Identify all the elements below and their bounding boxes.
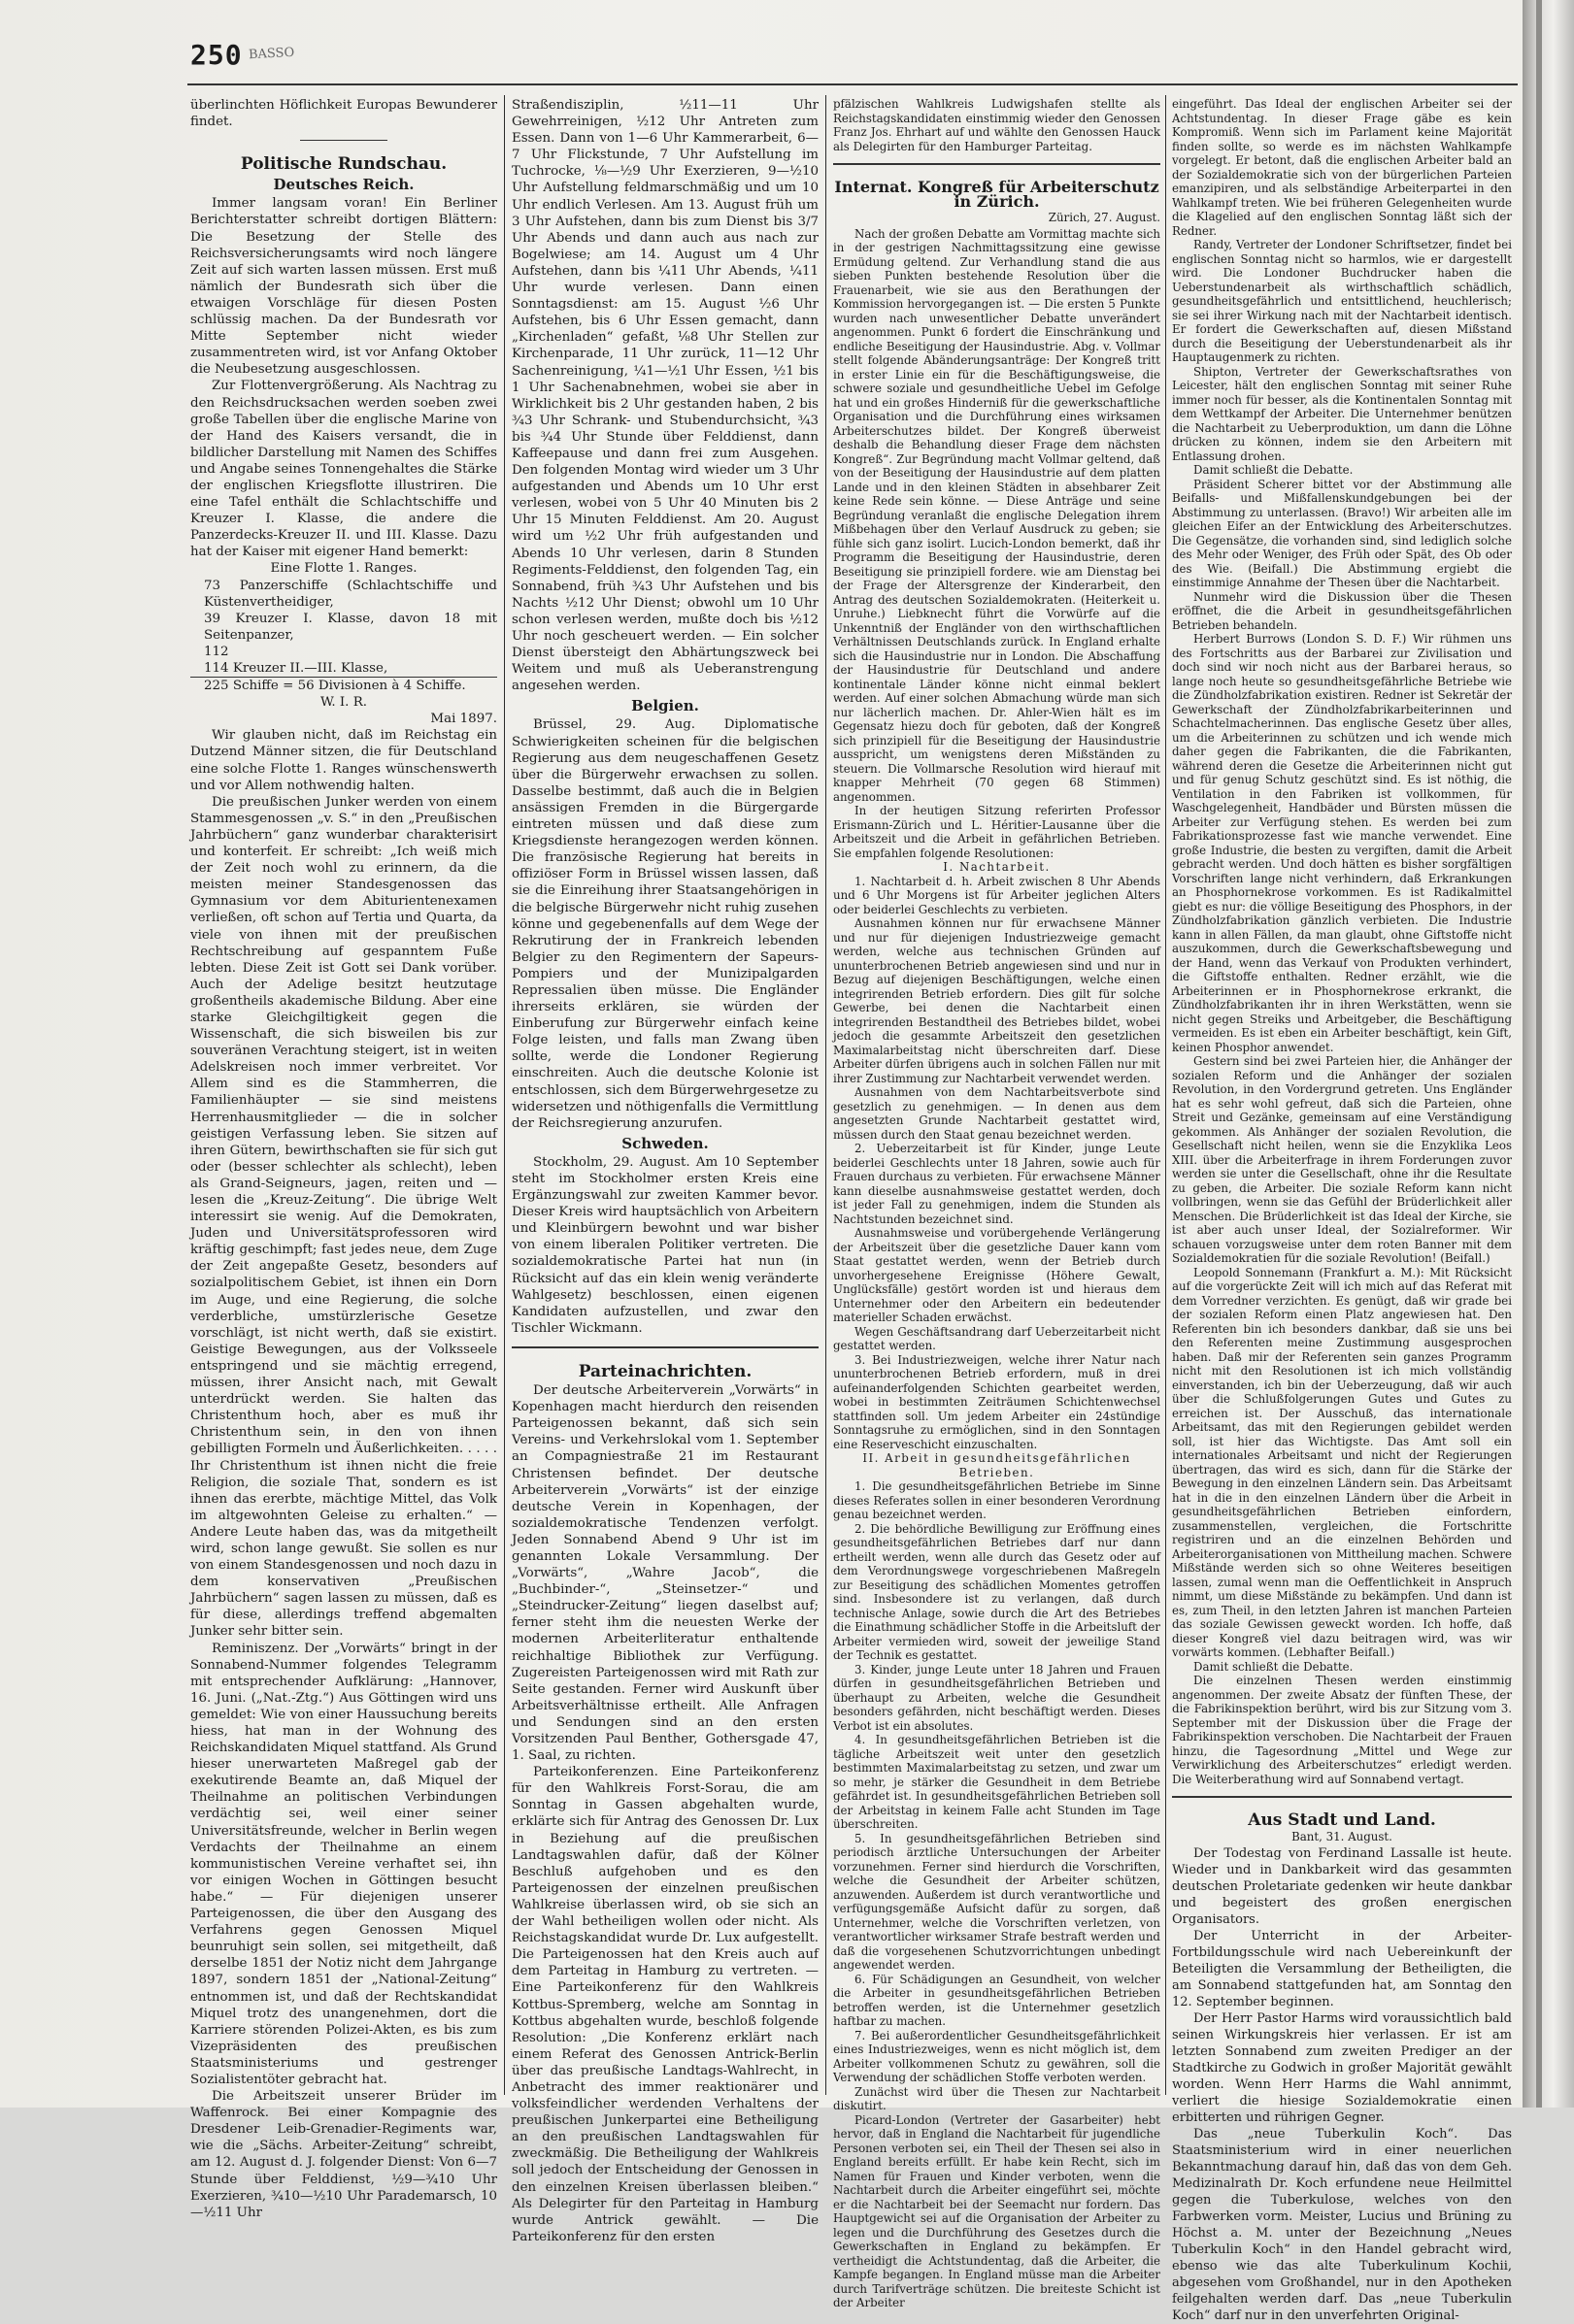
paragraph: Der Herr Pastor Harms wird voraussichtlich bald seinen Wirkungskreis hier verlassen. Er ist am letzten Sonnabend zum zweiten Prediger an der Stadtkirche zu Godwich in großer Majorität gewählt worden. Wenn Herr Harms die Wahl annimmt, verliert die hiesige Sozialdemokratie einen erbitterten und rührigen Gegner. xyxy=(1172,2011,1512,2125)
paragraph: überlinchten Höflichkeit Europas Bewunderer findet. xyxy=(190,98,497,130)
header-rule xyxy=(187,83,1518,85)
paragraph: pfälzischen Wahlkreis Ludwigshafen stellte als Reichstagskandidaten einstimmig wieder den Genossen Franz Jos. Ehrhart auf und wählte den Genossen Hauck als Delegirten für den Hamburger Parteitag. xyxy=(833,97,1160,153)
book-binding xyxy=(1523,0,1574,2108)
paragraph: Das „neue Tuberkulin Koch“. Das Staatsministerium wird in einer neuerlichen Bekanntmachung darauf hin, daß das von dem Geh. Medizinalrath Dr. Koch erfundene neue Heilmittel gegen die Tuberkulose, welches von den Farbwerken vorm. Meister, Lucius und Brüning zu Höchst a. M. unter der Bezeichnung „Neues Tuberkulin Koch“ in den Handel gebracht wird, ebenso wie das alte Tuberkulinum Kochii, abgesehen vom Großhandel, nur in den Apotheken feilgehalten werden darf. Das „neue Tuberkulin Koch“ darf nur in den unverfehrten Original- xyxy=(1172,2127,1512,2323)
resolution-heading: I. Nachtarbeit. xyxy=(943,860,1051,874)
resolution-heading: II. Arbeit in gesundheitsgefährlichen Betrieben. xyxy=(862,1451,1131,1479)
table-line: 39 Kreuzer I. Klasse, davon 18 mit Seitenpanzer, xyxy=(204,611,497,643)
paragraph: Shipton, Vertreter der Gewerkschaftsrathes von Leicester, hält den englischen Sonntag mit seiner Ruhe immer noch für besser, als die Kontinentalen Sonntag mit dem Wettkampf der Arbeiter. Die Unternehmer benützen die Nachtarbeit zu Ueberproduktion, um dann die Löhne drücken zu können, indem sie den Arbeitern mit Entlassung drohen. xyxy=(1172,364,1512,463)
paragraph: Wir glauben nicht, daß im Reichstag ein Dutzend Männer sitzen, die für Deutschland eine solche Flotte 1. Ranges wünschenswerth und vor Allem nothwendig halten. xyxy=(190,728,497,793)
separator xyxy=(512,1346,819,1348)
column-4 xyxy=(1172,97,1512,2323)
paragraph: Reminiszenz. Der „Vorwärts“ bringt in der Sonnabend-Nummer folgendes Telegramm mit entsprechender Aufklärung: „Hannover, 16. Juni. („Nat.-Ztg.“) Aus Göttingen wird uns gemeldet: Wie von einer Haussuchung bereits hiess, hat man in der Wohnung des Reichskandidaten Miquel stattfand. Als Grund hieser unerwarteten Maßregel gab der exekutirende Beamte an, daß Miquel der Theilnahme an politischen Verbindungen verdächtig sei, weil einer seiner Universitätsfreunde, welcher in Berlin wegen Verdachts der Theilnahme an einem kommunistischen Vereine verhaftet sei, ihn vor einigen Wochen in Göttingen besucht habe.“ — Für diejenigen unserer Parteigenossen, die über den Ausgang des Verfahrens gegen Genossen Miquel beunruhigt sein sollen, sei mitgetheilt, daß derselbe 1851 der Notiz nicht dem Jahrgange 1897, sondern 1851 der „National-Zeitung“ entnommen ist, und daß der Rechtskandidat Miquel trotz des unangenehmen, dort die Karriere störenden Polizei-Akten, es bis zum Vizepräsidenten des preußischen Staatsministeriums und gestrenger Sozialistentöter gebracht hat. xyxy=(190,1641,497,2087)
paragraph: Damit schließt die Debatte. xyxy=(1193,463,1354,477)
binding-edge xyxy=(1536,0,1542,2108)
paragraph: Damit schließt die Debatte. xyxy=(1193,1659,1354,1674)
dateline: Bant, 31. August. xyxy=(1291,1829,1392,1843)
paragraph: Die Arbeitszeit unserer Brüder im Waffenrock. Bei einer Kompagnie des Dresdener Leib-Grenadier-Regiments war, wie die „Sächs. Arbeiter-Zeitung“ schreibt, am 12. August d. J. folgender Dienst: Von 6—7 Stunde über Felddienst, ½9—¾10 Uhr Exerzieren, ¾10—½10 Uhr Parademarsch, 10—½11 Uhr xyxy=(190,2089,497,2220)
table-line: 73 Panzerschiffe (Schlachtschiffe und Küstenvertheidiger, xyxy=(204,578,497,610)
paragraph: Ausnahmen von dem Nachtarbeitsverbote sind gesetzlich zu genehmigen. — In denen aus dem angesetzten Grunde Nachtarbeit gestattet wird, müssen durch den Staat genau bezeichnet werden. xyxy=(833,1085,1160,1142)
paragraph: 6. Für Schädigungen an Gesundheit, von welcher die Arbeiter in gesundheitsgefährlichen Betrieben betroffen werden, ist die Unternehmer gesetzlich haftbar zu machen. xyxy=(833,1972,1160,2028)
paragraph: 2. Ueberzeitarbeit ist für Kinder, junge Leute beiderlei Geschlechts unter 18 Jahren, sowie auch für Frauen durchaus zu verbieten. Für erwachsene Männer kann dieselbe ausnahmsweise gestattet werden, doch ist jeder Fall zu genehmigen, indem die Stunden als Nachtstunden bezeichnet sind. xyxy=(833,1142,1160,1226)
paragraph: 5. In gesundheitsgefährlichen Betrieben sind periodisch ärztliche Untersuchungen der Arbeiter vorzunehmen. Ferner sind hierdurch die Vorschriften, welche die Gesundheit der Arbeiter schützen, anzuwenden. Außerdem ist durch verantwortliche und verfügungsgemäße Aufsicht dafür zu sorgen, daß Unternehmer, welche die Vorschriften verletzen, von verantwortlicher wirksamer Strafe bestraft werden und daß die vorgesehenen Schutzvorrichtungen unbedingt angewendet werden. xyxy=(833,1831,1160,1972)
section-heading: Internat. Kongreß für Arbeiterschutz in Zürich. xyxy=(834,178,1159,211)
paragraph: 7. Bei außerordentlicher Gesundheitsgefährlichkeit eines Industriezweiges, wenn es nicht möglich ist, dem Arbeiter vollkommenen Schutz zu gewähren, soll die Verwendung der schädlichen Stoffe verboten werden. xyxy=(833,2028,1160,2084)
column-1 xyxy=(190,97,497,2220)
table-line: Eine Flotte 1. Ranges. xyxy=(270,561,418,577)
column-rule xyxy=(825,95,826,2095)
paragraph: Ausnahmen können nur für erwachsene Männer und nur für diejenigen Industriezweige gemacht werden, welche aus technischen Gründen auf ununterbrochenen Betrieb angewiesen sind und nur in Bezug auf diejenigen Beschäftigungen, welche einen integrirenden Betrieb erfordern. Dies gilt für solche Gewerbe, bei denen die Nachtarbeit einen integrirenden Bestandtheil des Betriebes bildet, wobei jedoch die gesammte Arbeitszeit den gesetzlichen Maximalarbeitstag nicht überschreiten darf. Diese Arbeiter dürfen übrigens auch in solchen Fällen nur mit ihrer Zustimmung zur Nachtarbeit verwendet werden. xyxy=(833,916,1160,1085)
paragraph: Ausnahmsweise und vorübergehende Verlängerung der Arbeitszeit über die gesetzliche Dauer kann vom Staat gestattet werden, wenn der Betrieb durch unvorhergesehene Ereignisse (Höhere Gewalt, Unglücksfälle) gestört worden ist und hieraus dem Unternehmer oder den Arbeitern ein bedeutender materieller Schaden erwächst. xyxy=(833,1226,1160,1324)
dateline: Zürich, 27. August. xyxy=(1048,211,1160,224)
paragraph: eingeführt. Das Ideal der englischen Arbeiter sei der Achtstundentag. In dieser Frage gäbe es kein Kompromiß. Wenn sich im Parlament keine Majorität finden sollte, so werde es im nächsten Wahlkampfe vorgelegt. Er betont, daß die englischen Arbeiter bald an der Sozialdemokratie sich von der bürgerlichen Parteien emanzipiren, und als selbständige Arbeiterpartei in den Wahlkampf treten. Wie bei früheren Gelegenheiten wurde die Klagelied auf den englischen Sonntag läßt sich der Redner. xyxy=(1172,97,1512,238)
section-heading: Politische Rundschau. xyxy=(240,154,448,175)
paragraph: Leopold Sonnemann (Frankfurt a. M.): Mit Rücksicht auf die vorgerückte Zeit will ich mich auf das Referat mit dem Vorredner verzichten. Es genügt, daß wir grade bei der sozialen Reform einen Platz angewiesen hat. Den Referenten bin ich besonders dankbar, daß sie uns bei den Referenten meine Zustimmung ausgesprochen haben. Daß mir der Referenten sein ganzes Programm nicht mit den Resolutionen ist ich mich vollständig einverstanden, ich bin der Ueberzeugung, daß wir auch über die Schlußfolgerungen Gutes und Gutes zu erreichen ist. Der Ausschuß, das internationale Arbeitsamt, das mit den Regierungen gebildet werden soll, ist hier das Wichtigste. Das Amt soll ein internationales Arbeitsamt und nicht der Regierungen übertragen, das wird es sich, dann für die Stärke der Bewegung in den einzelnen Ländern sein. Das Arbeitsamt hat in die in den einzelnen Ländern über die Arbeit in gesundheitsgefährlichen Betrieben einfordern, zusammenstellen, vergleichen, die Fortschritte registriren und an die einzelnen Behörden und Arbeiterorganisationen von Mittheilung machen. Schwere Mißstände werden sich so ohne Weiteres beseitigen lassen, zumal wenn man die Oeffentlichkeit in Anspruch nimmt, um diese Mißstände zu bekämpfen. Und dann ist es, zum Theil, in den letzten Jahren ist manchen Parteien das soziale Gewissen geweckt worden. Ich hoffe, daß dieser Kongreß viel dazu beitragen wird, was wir vorwärts kommen. (Lebhafter Beifall.) xyxy=(1172,1265,1512,1659)
paragraph: Immer langsam voran! Ein Berliner Berichterstatter schreibt dortigen Blättern: Die Besetzung der Stelle des Reichsversicherungsamts wird noch längere Zeit auf sich warten lassen müssen. Erst muß nämlich der Bundesrath sich über die etwaigen Vorschläge für diesen Posten schlüssig machen. Da der Bundesrath vor Mitte September nicht wieder zusammentreten wird, ist vor Anfang Oktober die Neubesetzung ausgeschlossen. xyxy=(190,196,497,378)
table-line: 112 xyxy=(204,644,229,659)
paragraph: Zur Flottenvergrößerung. Als Nachtrag zu den Reichsdrucksachen werden soeben zwei große Tabellen über die englische Marine von der Hand des Kaisers versandt, die in bildlicher Darstellung mit Namen des Schiffes und Angabe seines Tonnengehaltes die Stärke der englischen Kriegsflotte illustriren. Die eine Tafel enthält die Schlachtschiffe und Kreuzer I. Klasse, die andere die Panzerdecks-Kreuzer II. und III. Klasse. Dazu hat der Kaiser mit eigener Hand bemerkt: xyxy=(190,379,497,560)
paragraph: Wegen Geschäftsandrang darf Ueberzeitarbeit nicht gestattet werden. xyxy=(833,1324,1160,1352)
paragraph: In der heutigen Sitzung referirten Professor Erismann-Zürich und L. Héritier-Lausanne über die Arbeitszeit und die Arbeit in gefährlichen Betrieben. Sie empfahlen folgende Resolutionen: xyxy=(833,804,1160,860)
library-stamp: BASSO xyxy=(248,45,295,63)
paragraph: Stockholm, 29. August. Am 10 September steht im Stockholmer ersten Kreis eine Ergänzungswahl zur zweiten Kammer bevor. Dieser Kreis wird hauptsächlich von Arbeitern und Kleinbürgern bewohnt und war bisher von einem liberalen Politiker vertreten. Die sozialdemokratische Partei hat nun (in Rücksicht auf das ein klein wenig veränderte Wahlgesetz) beschlossen, einen eigenen Kandidaten aufzustellen, und zwar den Tischler Wickmann. xyxy=(512,1154,819,1336)
paragraph: Straßendisziplin, ½11—11 Uhr Gewehrreinigen, ½12 Uhr Antreten zum Essen. Dann von 1—6 Uhr Kammerarbeit, 6—7 Uhr Flickstunde, 7 Uhr Aufstellung im Tuchrocke, ⅛—½9 Uhr Exerzieren, 9—½10 Uhr Aufstellung feldmarschmäßig und um 10 Uhr endlich Verlesen. Am 13. August früh um 3 Uhr Aufstehen, dann bis zum Dienst bis 3/7 Uhr Abends und dann auch aus nach zur Bogelwiese; am 14. August um 4 Uhr Aufstehen, dann bis ¼11 Uhr Abends, ¼11 Uhr wurde verlesen. Dann einen Sonntagsdienst: am 15. August ½6 Uhr Aufstehen, bis 6 Uhr Essen gemacht, dann „Kirchenladen“ gefaßt, ⅛8 Uhr Stellen zur Kirchenparade, 11 Uhr zurück, 11—12 Uhr Sachenreinigung, ¼1—½1 Uhr Essen, ½1 bis 1 Uhr Sachenabnehmen, wobei sie aber in Wirklichkeit bis 2 Uhr gestanden haben, 2 bis ¾3 Uhr Schrank- und Stubendurchsicht, ¾3 bis ¾4 Uhr Stunde über Felddienst, dann Kaffeepause und dann frei zum Ausgehen. Den folgenden Montag wird wieder um 3 Uhr aufgestanden und Abends um 10 Uhr erst verlesen, wobei von 5 Uhr 40 Minuten bis 2 Uhr 15 Minuten Felddienst. Am 20. August wird um ½2 Uhr früh aufgestanden und Abends 10 Uhr verlesen, darin 8 Stunden Regiments-Felddienst, den folgenden Tag, ein Sonnabend, früh ¾3 Uhr Aufstehen und bis Nachts ½12 Uhr Dienst; obwohl um 10 Uhr schon verlesen werden, mußte doch bis ½12 Uhr noch gescheuert werden. — Ein solcher Dienst übersteigt den Abhärtungszweck bei Weitem und muß als Ueberanstrengung angesehen werden. xyxy=(512,98,819,694)
paragraph: Präsident Scherer bittet vor der Abstimmung alle Beifalls- und Mißfallenskundgebungen bei der Abstimmung zu unterlassen. (Bravo!) Wir arbeiten alle im gleichen Eifer an der Entwicklung des Arbeiterschutzes. Die Gegensätze, die vorhanden sind, sind lediglich solche des Mehr oder Weniger, des Früh oder Spät, des Ob oder des Wie. (Beifall.) Die Abstimmung ergiebt die einstimmige Annahme der Thesen über die Nachtarbeit. xyxy=(1172,477,1512,589)
column-rule xyxy=(504,95,505,2095)
signature: W. I. R. xyxy=(319,695,368,711)
separator xyxy=(300,140,387,141)
paragraph: 3. Kinder, junge Leute unter 18 Jahren und Frauen dürfen in gesundheitsgefährlichen Betrieben und überhaupt zu Arbeiten, welche die Gesundheit besonders gefährden, nicht beschäftigt werden. Dieses Verbot ist ein absolutes. xyxy=(833,1662,1160,1733)
paragraph: Herbert Burrows (London S. D. F.) Wir rühmen uns des Fortschritts aus der Barbarei zur Zivilisation und doch sind wir noch nicht aus der Barbarei heraus, so lange noch heute so gesundheitsgefährliche Betriebe wie die Zündholzfabrikation existiren. Redner ist Sekretär der Gewerkschaft der Zündholzfabrikarbeiterinnen und Schachtelmacherinnen. Das englische Gesetz über alles, um die Arbeiterinnen zu schützen und ich wende mich daher gegen die Fabrikanten, die die Fabrikanten, während deren die Gesetze die Arbeiterinnen nicht gut und für genug Schutz geschützt sind. Es ist nöthig, die Ventilation in den Fabriken ist vollkommen, für Waschgelegenheit, Handbäder und Bürsten müssen die Arbeiter zur Verfügung stehen. Es werden bei zum Fabrikationsprozesse fast wie manche verwendet. Eine große Industrie, die besten zu vergiften, damit die Arbeit gebracht werden. Und doch hätten es bisher sorgfältigen Vorschriften lange nicht verhindern, daß Erkrankungen an Phosphornekrose vorkommen. Es ist Radikalmittel giebt es nur: die völlige Beseitigung des Phosphors, in der Zündholzfabrikation gänzlich verbieten. Die Industrie kann in allen Fällen, da man glaubt, ohne Giftstoffe nicht auszukommen, durch die Gewerkschaftsbewegung und der Hand, wenn das Verkauf von Produkten verhindert, die Giftstoffe enthalten. Redner erzählt, wie die Arbeiterinnen er in Phosphornekrose erkrankt, die Zündholzfabrikanten ihr in ihren Werkstätten, wenn sie nicht gegen Streiks und Arbeitgeber, die Beschäftigung vermeiden. Es ist eben ein Arbeiter beschäftigt, kein Gift, keinen Phosphor anwendet. xyxy=(1172,632,1512,1054)
paragraph: Der deutsche Arbeiterverein „Vorwärts“ in Kopenhagen macht hierdurch den reisenden Parteigenossen bekannt, daß sich sein Vereins- und Verkehrslokal vom 1. September an Compagniestraße 21 im Restaurant Christensen befindet. Der deutsche Arbeiterverein „Vorwärts“ ist der einzige deutsche Verein in Kopenhagen, der sozialdemokratische Tendenzen verfolgt. Jeden Sonnabend Abend 9 Uhr ist im genannten Lokale Versammlung. Der „Vorwärts“, „Wahre Jacob“, die „Buchbinder-“, „Steinsetzer-“ und „Steindrucker-Zeitung“ liegen daselbst auf; ferner steht ihm die neuesten Werke der modernen Arbeiterliteratur enthaltende reichhaltige Bibliothek zur Verfügung. Zugereisten Parteigenossen wird mit Rath zur Seite gestanden. Ferner wird Auskunft über Arbeitsverhältnisse ertheilt. Alle Anfragen und Sendungen sind an den ersten Vorsitzenden Paul Benther, Gothersgade 47, 1. Saal, zu richten. xyxy=(512,1383,819,1764)
paragraph: Der Unterricht in der Arbeiter-Fortbildungsschule wird nach Uebereinkunft der Beteiligten die Versammlung der Betheiligten, die am Sonnabend stattgefunden hat, am Sonntag den 12. September beginnen. xyxy=(1172,1929,1512,2009)
paragraph: Picard-London (Vertreter der Gasarbeiter) hebt hervor, daß in England die Nachtarbeit für jugendliche Personen verboten sei, ein Theil der Thesen sei also in England bereits erfüllt. Er habe kein Recht, sich im Namen für Frauen und Kinder verboten, wenn die Nachtarbeit durch die Arbeiter eingeführt sei, möchte er die Nachtarbeit bei der Seemacht nur fordern. Das Hauptgewicht sei auf die Organisation der Arbeiter zu legen und die Durchführung des Gesetzes durch die Gewerkschaften in England zu bekämpfen. Er vertheidigt die Achtstundentag, daß die Arbeiter, die Kampfe begangen. In England müsse man die Arbeiter durch Tarifverträge schützen. Die breiteste Schicht ist der Arbeiter xyxy=(833,2112,1160,2309)
page-number: 250 xyxy=(190,39,243,71)
section-heading: Parteinachrichten. xyxy=(578,1361,753,1381)
section-heading: Aus Stadt und Land. xyxy=(1248,1810,1436,1830)
subsection-heading: Belgien. xyxy=(631,697,699,715)
date: Mai 1897. xyxy=(430,712,497,727)
paragraph: 1. Nachtarbeit d. h. Arbeit zwischen 8 Uhr Abends und 6 Uhr Morgens ist für Arbeiter jeglichen Alters oder beiderlei Geschlechts zu verbieten. xyxy=(833,874,1160,916)
subsection-heading: Deutsches Reich. xyxy=(273,176,415,194)
paragraph: Die preußischen Junker werden von einem Stammesgenossen „v. S.“ in den „Preußischen Jahrbüchern“ ganz wunderbar charakterisirt und konterfeit. Er schreibt: „Ich weiß mich der Zeit noch wohl zu erinnern, da die meisten meiner Standesgenossen das Gymnasium vor dem Abiturientenexamen verließen, oft schon auf Tertia und Quarta, da viele von ihnen mit der preußischen Rechtschreibung auf gespanntem Fuße lebten. Diese Zeit ist Gott sei Dank vorüber. Auch der Adelige besitzt heutzutage großentheils akademische Bildung. Aber eine starke Gleichgiltigkeit gegen die Wissenschaft, die sich bisweilen bis zur souveränen Verachtung steigert, ist in weiten Adelskreisen noch immer verbreitet. Vor Allem sind es die Stammherren, die Familienhäupter — sie sind meistens Herrenhausmitglieder — die in solcher geistigen Verfassung leben. Sie sitzen auf ihren Gütern, bewirthschaften sie für sich gut oder (besser schlechter als schlecht), leben als Grand-Seigneurs, jagen, reiten und — lesen die „Kreuz-Zeitung“. Die übrige Welt interessirt sie wenig. Auf die Demokraten, Juden und Universitätsprofessoren wird kräftig geschimpft; fast jedes neue, dem Zuge der Zeit angepaßte Gesetz, besonders auf sozialpolitischem Gebiet, ist ihnen ein Dorn im Auge, und eine Regierung, die solche verderbliche, umstürzlerische Gesetze vorschlägt, ist nicht werth, daß sie existirt. Geistige Bewegungen, aus der Volksseele entspringend und sie mächtig erregend, müssen, ihrer Ansicht nach, mit Gewalt unterdrückt werden. Sie halten das Christenthum hoch, aber es muß ihr Christenthum sein, in den von ihnen gebilligten Formeln und Äußerlichkeiten. . . . . Ihr Christenthum ist ihnen nicht die freie Religion, die soziale That, sondern es ist ihnen das ererbte, mächtige Mittel, das Volk im altgewohnten Geleise zu erhalten.“ — Andere Leute haben das, was da mitgetheilt wird, schon lange gewußt. Sie sollen es nur von einem Standesgenossen und noch dazu in dem konservativen „Preußischen Jahrbüchern“ sagen lassen zu müssen, daß es für diese, allerdings treffend abgemalten Junker sehr bitter sein. xyxy=(190,794,497,1640)
paragraph: Nunmehr wird die Diskussion über die Thesen eröffnet, die die Arbeit in gesundheitsgefährlichen Betrieben behandeln. xyxy=(1172,589,1512,632)
paragraph: Der Todestag von Ferdinand Lassalle ist heute. Wieder und in Dankbarkeit wird das gesammten deutschen Proletariate gedenken wir heute dankbar und begeistert des großen energischen Organisators. xyxy=(1172,1846,1512,1927)
column-3 xyxy=(833,97,1160,2309)
table-line: 225 Schiffe = 56 Divisionen à 4 Schiffe. xyxy=(190,677,497,694)
paragraph: Nach der großen Debatte am Vormittag machte sich in der gestrigen Nachmittagssitzung eine gewisse Ermüdung geltend. Zur Verhandlung stand die aus sieben Punkten bestehende Resolution über die Frauenarbeit, wie sie aus den Berathungen der Kommission hervorgegangen ist. — Die ersten 5 Punkte wurden nach unwesentlicher Debatte unverändert angenommen. Punkt 6 fordert die Einschränkung und endliche Beseitigung der Hausindustrie. Abg. v. Vollmar stellt folgende Abänderungsanträge: Der Kongreß tritt in erster Linie ein für die Beschäftigungsweise, die schwere soziale und gesundheitliche Uebel im Gefolge hat und ein großes Hinderniß für die gewerkschaftliche Organisation und die Durchführung eines wirksamen Arbeiterschutzes bildet. Der Kongreß überweist deshalb die Behandlung dieser Frage dem nächsten Kongreß“. Zur Begründung macht Vollmar geltend, daß von der Beseitigung der Hausindustrie auf dem platten Lande und in den kleinen Städten in absehbarer Zeit keine Rede sein könne. — Diese Anträge und seine Begründung veranlaßt die englische Delegation ihrem Mißbehagen über den Verlauf Ausdruck zu geben; sie fühle sich ganz isolirt. Lucich-London bemerkt, daß ihr Programm die Beseitigung der Hausindustrie, deren Beseitigung sie prinzipiell fordere. wie am Dienstag bei der Frage der Altersgrenze der Kinderarbeit, den Antrag des deutschen Sozialdemokraten. (Heiterkeit u. Unruhe.) Liebknecht führt die Vorwürfe auf die Unkenntniß der Engländer von den wirthschaftlichen Verhältnissen Deutschlands zurück. In England erhalte sich die Hausindustrie nur in London. Die Abschaffung der Hausindustrie für Deutschland und andere kontinentale Länder könne nicht einmal beklert werden. Auf einer solchen Abmachung würde man sich nur lächerlich machen. Dr. Ahler-Wien hält es im Gegensatz hiezu doch für geboten, daß der Kongreß sich prinzipiell für die Beseitigung der Hausindustrie ausspricht, um wenigstens deren Mißständen zu steuern. Die Vollmarsche Resolution wird hierauf mit knapper Mehrheit (70 gegen 68 Stimmen) angenommen. xyxy=(833,226,1160,804)
paragraph: Parteikonferenzen. Eine Parteikonferenz für den Wahlkreis Forst-Sorau, die am Sonntag in Gassen abgehalten wurde, erklärte sich für Antrag des Genossen Dr. Lux in Beziehung auf die preußischen Landtagswahlen dafür, daß der Kölner Beschluß aufgehoben und es den Parteigenossen der einzelnen preußischen Wahlkreise überlassen wird, ob sie sich an der Wahl betheiligen wollen oder nicht. Als Reichstagskandidat wurde Dr. Lux aufgestellt. Die Parteigenossen hat den Kreis auch auf dem Parteitag in Hamburg zu vertreten. — Eine Parteikonferenz für den Wahlkreis Kottbus-Spremberg, welche am Sonntag in Kottbus abgehalten wurde, beschloß folgende Resolution: „Die Konferenz erklärt nach einem Referat des Genossen Antrick-Berlin über das preußische Landtags-Wahlrecht, in Anbetracht des immer reaktionärer und volksfeindlicher werdenden Verhaltens der preußischen Junkerpartei eine Betheiligung an den preußischen Landtagswahlen für zweckmäßig. Die Betheiligung der Wahlkreis soll jedoch der Entscheidung der Genossen in den einzelnen Kreisen überlassen bleiben.“ Als Delegirter für den Parteitag in Hamburg wurde Antrick gewählt. — Die Parteikonferenz für den ersten xyxy=(512,1765,819,2244)
column-2 xyxy=(512,97,819,2244)
column-rule xyxy=(1165,95,1166,2095)
paragraph: 4. In gesundheitsgefährlichen Betrieben ist die tägliche Arbeitszeit weit unter den gesetzlich bestimmten Maximalarbeitstag zu setzen, und zwar um so mehr, je stärker die Gesundheit in dem Betriebe gefährdet ist. In gesundheitsgefährlichen Betrieben soll der Arbeitstag in keinem Falle acht Stunden im Tage überschreiten. xyxy=(833,1733,1160,1831)
separator xyxy=(833,163,1160,165)
paragraph: Gestern sind bei zwei Parteien hier, die Anhänger der sozialen Reform und die Anhänger der sozialen Revolution, in den Vordergrund getreten. Uns Engländer hat es sehr wohl gefreut, daß sich die Parteien, ohne Streit und Gezänke, gemeinsam auf eine Verständigung gekommen. Als Anhänger der sozialen Revolution, die Gesellschaft nicht heilen, wenn sie die Enzyklika Leos XIII. über die Arbeiterfrage in ihrem Forderungen zuvor werden sie unter die Gesellschaft, ohne ihr die Resultate zu geben, die Arbeiter. Die soziale Reform kann nicht vollbringen, wenn sie das Gefühl der Brüderlichkeit aller Menschen. Die Brüderlichkeit ist das Ideal der Kirche, sie ist aber auch unser Ideal, der Sozialreformer. Wir schauen vorzugsweise unter dem roten Banner mit dem Sozialdemokratien für die soziale Revolution! (Beifall.) xyxy=(1172,1054,1512,1265)
paragraph: 2. Die behördliche Bewilligung zur Eröffnung eines gesundheitsgefährlichen Betriebes darf nur dann ertheilt werden, wenn alle durch das Gesetz oder auf dem Verordnungswege vorgeschriebenen Maßregeln zur Beseitigung des schädlichen Momentes getroffen sind. Insbesondere ist zu verlangen, daß durch technische Anlage, sowie durch die Art des Betriebes die Einathmung schädlicher Stoffe in die Arbeitsluft der Arbeiter vermieden wird, soweit der jeweilige Stand der Technik es gestattet. xyxy=(833,1521,1160,1662)
paragraph: Die einzelnen Thesen werden einstimmig angenommen. Der zweite Absatz der fünften These, der die Fabrikinspektion berührt, wird bis zur Sitzung vom 3. September mit der Diskussion über die Frage der Fabrikinspektion verschoben. Die Nachtarbeit der Frauen hinzu, die Tagesordnung „Mittel und Wege zur Verwirklichung des Arbeiterschutzes“ erledigt werden. Die Weiterberathung wird auf Sonnabend vertagt. xyxy=(1172,1674,1512,1786)
paragraph: 1. Die gesundheitsgefährlichen Betriebe im Sinne dieses Referates sollen in einer besonderen Verordnung genau bezeichnet werden. xyxy=(833,1479,1160,1521)
paragraph: Randy, Vertreter der Londoner Schriftsetzer, findet bei englischen Sonntag nicht so harmlos, wie er dargestellt wird. Die Londoner Buchdrucker haben die Ueberstundenarbeit als wirthschaftlich schädlich, gesundheitsgefährlich und entsittlichend, heuchlerisch; sie sei ihrer Wirkung nach mit der Nachtarbeit identisch. Er fordert die Gewerkschaften auf, diesen Mißstand durch die Beseitigung der Ueberstundenarbeit als ihr Hauptaugenmerk zu richten. xyxy=(1172,238,1512,364)
subsection-heading: Schweden. xyxy=(621,1134,709,1152)
table-line: 114 Kreuzer II.—III. Klasse, xyxy=(204,661,388,676)
paragraph: Brüssel, 29. Aug. Diplomatische Schwierigkeiten scheinen für die belgischen Regierung aus dem neugeschaffenen Gesetz über die Bürgerwehr erwachsen zu sollen. Dasselbe bestimmt, daß auch die in Belgien ansässigen Fremden in die Bürgergarde eintreten müssen und daß diese zum Kriegsdienste herangezogen werden können. Die französische Regierung hat bereits in offiziöser Form in Brüssel wissen lassen, daß sie die Einreihung ihrer Staatsangehörigen in die belgische Bürgerwehr nicht ruhig zusehen könne und gegebenenfalls auf dem Wege der Rekrutirung der in Frankreich lebenden Belgier zu den Regimentern der Sapeurs-Pompiers und der Munizipalgarden Repressalien üben müsse. Die Engländer ihrerseits erklären, sie würden der Einberufung zur Bürgerwehr einfach keine Folge leisten, und falls man Zwang üben sollte, werde die Londoner Regierung einschreiten. Auch die deutsche Kolonie ist entschlossen, sich dem Bürgerwehrgesetze zu widersetzen und nöthigenfalls die Vermittlung der Reichsregierung anzurufen. xyxy=(512,717,819,1131)
paragraph: Zunächst wird über die Thesen zur Nachtarbeit diskutirt. xyxy=(833,2084,1160,2112)
separator xyxy=(1172,1796,1512,1798)
paragraph: 3. Bei Industriezweigen, welche ihrer Natur nach ununterbrochenen Betrieb erfordern, muß in drei aufeinanderfolgenden Schichten gearbeitet werden, wobei in bestimmten Zeiträumen Schichtenwechsel stattfinden soll. Um jedem Arbeiter ein 24stündige Sonntagsruhe zu ermöglichen, sind in den Sonntagen eine Reserveschicht einzuschalten. xyxy=(833,1352,1160,1451)
